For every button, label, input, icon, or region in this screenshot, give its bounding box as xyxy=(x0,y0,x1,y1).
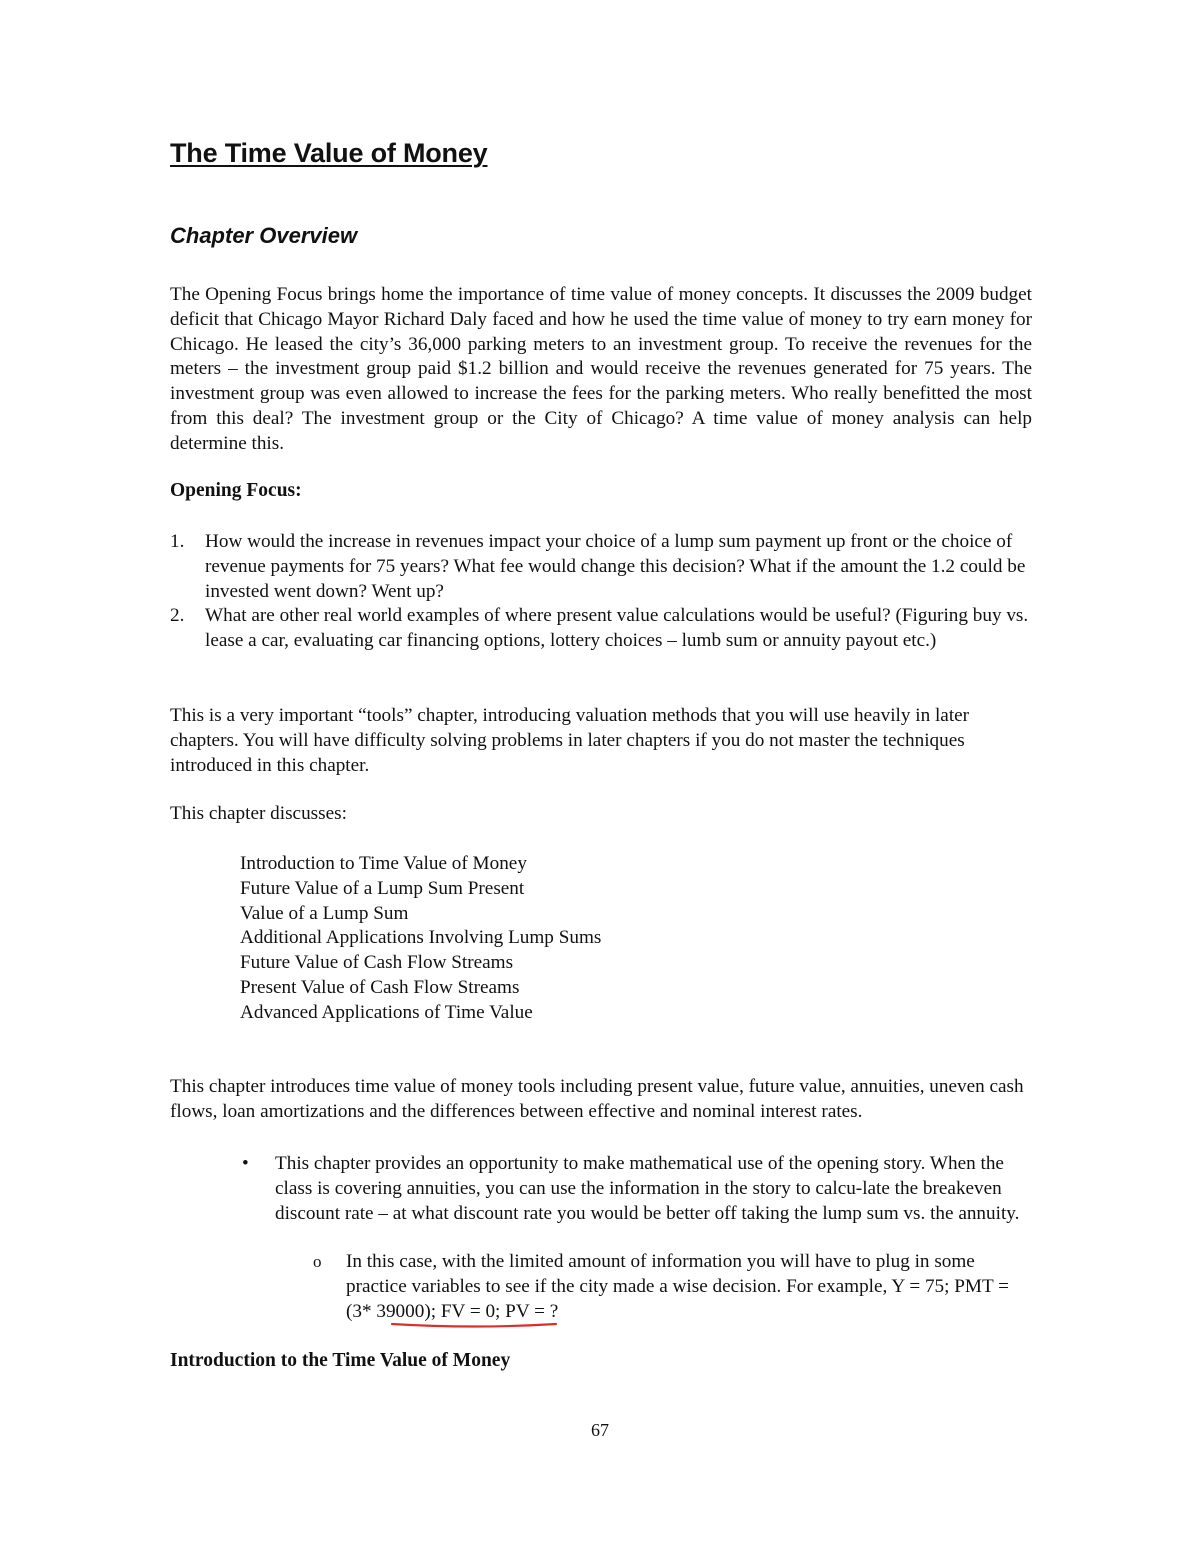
topic-item: Additional Applications Involving Lump Sums xyxy=(240,927,602,949)
tools-paragraph: This is a very important “tools” chapter, introducing valuation methods that you will use heavily in later chapters. You will have difficulty solving problems in later chapters if you do not master the techniques introduced in this chapter. xyxy=(170,705,970,776)
opening-focus-heading: Opening Focus: xyxy=(170,480,302,501)
section-heading: Introduction to the Time Value of Money xyxy=(170,1350,511,1371)
red-underline-annotation xyxy=(390,1321,558,1331)
document-title: The Time Value of Money xyxy=(170,138,488,168)
topic-item: Present Value of Cash Flow Streams xyxy=(240,976,520,998)
list-item-number: 1. xyxy=(170,531,185,552)
topic-item: Advanced Applications of Time Value xyxy=(240,1001,533,1023)
topic-item: Introduction to Time Value of Money xyxy=(240,853,527,874)
topic-item: Future Value of Cash Flow Streams xyxy=(240,952,514,974)
list-item xyxy=(170,530,1030,604)
overview-paragraph: The Opening Focus brings home the importance of time value of money concepts. It discusses the 2009 budget deficit that Chicago Mayor Richard Daly faced and how he used the time value of money to try earn money for Chicago. He leased the city’s 36,000 parking meters to an investment group. To receive the revenues for the meters – the investment group paid $1.2 billion and would receive the revenues generated for 75 years. The investment group was even allowed to increase the fees for the parking meters. Who really benefitted the most from this deal? The investment group or the City of Chicago? A time value of money analysis can help determine this. xyxy=(170,284,1032,454)
bullet-text: This chapter provides an opportunity to make mathematical use of the opening story. When the class is covering annuities, you can use the information in the story to calcu-late the breakeven discount rate – at what discount rate you would be better off taking the lump sum vs. the annuity. xyxy=(275,1153,1020,1224)
introduces-paragraph: This chapter introduces time value of money tools including present value, future value, annuities, uneven cash flows, loan amortizations and the differences between effective and nominal interest rates. xyxy=(170,1076,1024,1122)
sub-bullet-text: In this case, with the limited amount of information you will have to plug in some practice variables to see if the city made a wise decision. For example, Y = 75; PMT = (3* 39000); FV = 0; PV = ? xyxy=(346,1251,1009,1322)
list-item-text: How would the increase in revenues impact your choice of a lump sum payment up front or the choice of revenue payments for 75 years? What fee would change this decision? What if the amount the 1.2 could be invested went down? Went up? xyxy=(205,531,1026,602)
bullet-marker: • xyxy=(242,1153,249,1174)
chapter-overview-heading: Chapter Overview xyxy=(170,223,358,248)
opening-focus-list xyxy=(170,530,1030,654)
topic-item: Future Value of a Lump Sum Present xyxy=(240,877,525,899)
list-item xyxy=(170,604,1030,654)
list-item-number: 2. xyxy=(170,605,185,627)
topics-list xyxy=(240,852,601,1026)
topic-item: Value of a Lump Sum xyxy=(240,902,409,924)
discusses-intro: This chapter discusses: xyxy=(170,803,347,824)
sub-bullet-marker: o xyxy=(313,1252,322,1271)
page-number: 67 xyxy=(591,1420,609,1440)
list-item-text: What are other real world examples of where present value calculations would be useful? (Figuring buy vs. lease a car, evaluating car financing options, lottery choices – lumb sum or annuity payout etc.) xyxy=(205,605,1029,652)
